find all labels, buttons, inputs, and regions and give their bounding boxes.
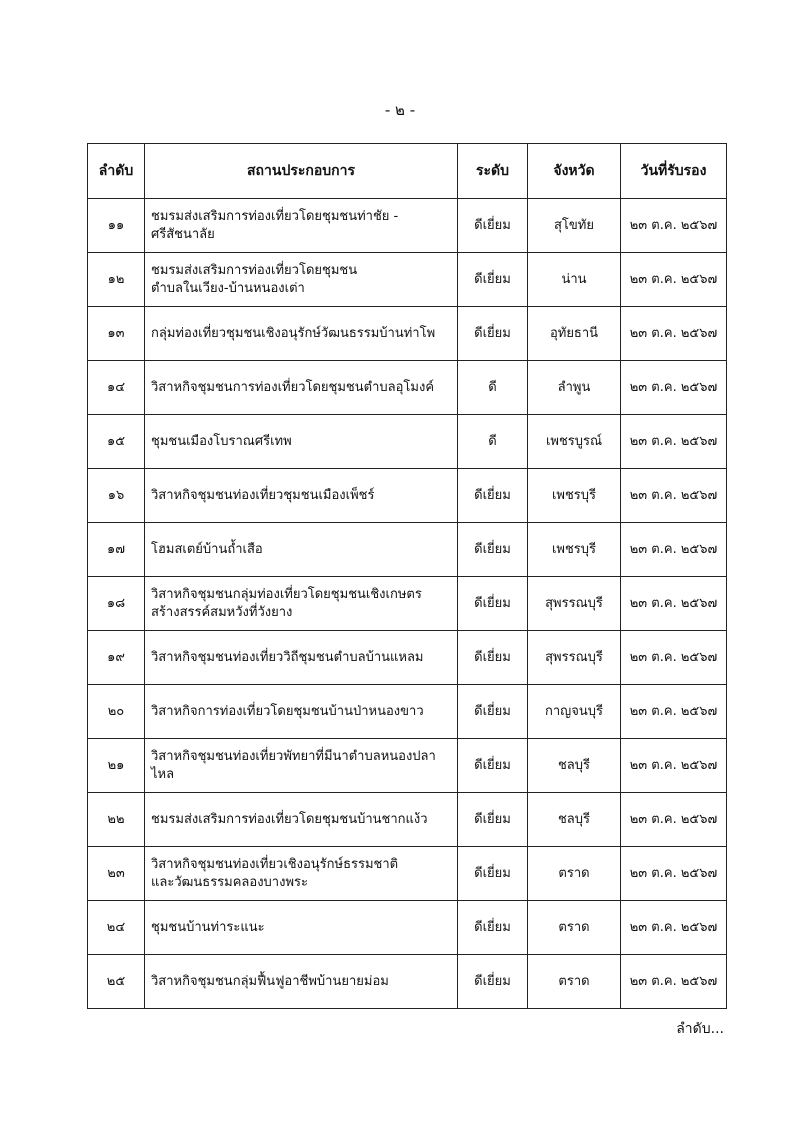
cell-name-line: สร้างสรรค์สมหวังที่วังยาง	[151, 604, 293, 620]
cell-province: สุพรรณบุรี	[528, 631, 621, 685]
cell-province: ชลบุรี	[528, 793, 621, 847]
cell-name	[145, 307, 458, 361]
cell-name-line: ชมรมส่งเสริมการท่องเที่ยวโดยชุมชนท่าชัย - ศรีสัชนาลัย	[151, 208, 399, 242]
page-number: - ๒ -	[384, 101, 416, 119]
cell-level: ดีเยี่ยม	[458, 685, 528, 739]
table-row	[88, 253, 727, 307]
table-header-row	[88, 144, 727, 199]
cell-level: ดีเยี่ยม	[458, 307, 528, 361]
cell-province: ลำพูน	[528, 361, 621, 415]
cell-level: ดีเยี่ยม	[458, 631, 528, 685]
cell-name-line: วิสาหกิจชุมชนท่องเที่ยวชุมชนเมืองเพ็ชร์	[151, 487, 375, 503]
cell-level: ดีเยี่ยม	[458, 793, 528, 847]
cell-seq: ๑๖	[88, 469, 145, 523]
cell-seq: ๑๙	[88, 631, 145, 685]
table-row	[88, 793, 727, 847]
cell-name-line: ชมรมส่งเสริมการท่องเที่ยวโดยชุมชนบ้านชากแง้ว	[151, 811, 428, 827]
cell-province: เพชรบุรี	[528, 523, 621, 577]
cell-name	[145, 631, 458, 685]
table-row	[88, 739, 727, 793]
cell-seq: ๒๑	[88, 739, 145, 793]
cell-date: ๒๓ ต.ค. ๒๕๖๗	[621, 685, 727, 739]
cell-name-line: กลุ่มท่องเที่ยวชุมชนเชิงอนุรักษ์วัฒนธรรมบ้านท่าโพ	[151, 325, 436, 341]
table-row	[88, 307, 727, 361]
cell-level: ดีเยี่ยม	[458, 523, 528, 577]
table-row	[88, 199, 727, 253]
cell-name	[145, 577, 458, 631]
table-row	[88, 523, 727, 577]
cell-name-line: ตำบลในเวียง-บ้านหนองเต่า	[151, 280, 305, 296]
certified-establishments-table	[87, 143, 727, 1009]
cell-level: ดีเยี่ยม	[458, 739, 528, 793]
cell-name	[145, 739, 458, 793]
cell-name	[145, 847, 458, 901]
header-level: ระดับ	[458, 144, 528, 199]
cell-level: ดีเยี่ยม	[458, 253, 528, 307]
cell-province: ตราด	[528, 955, 621, 1009]
cell-level: ดี	[458, 415, 528, 469]
cell-name-line: วิสาหกิจการท่องเที่ยวโดยชุมชนบ้านป่าหนองขาว	[151, 703, 424, 719]
header-date: วันที่รับรอง	[621, 144, 727, 199]
cell-province: เพชรบุรี	[528, 469, 621, 523]
table-row	[88, 901, 727, 955]
cell-name-line: วิสาหกิจชุมชนท่องเที่ยวพัทยาที่มีนาตำบลหนองปลาไหล	[151, 748, 436, 782]
cell-name	[145, 199, 458, 253]
table-row	[88, 631, 727, 685]
cell-name-line: และวัฒนธรรมคลองบางพระ	[151, 874, 308, 890]
cell-date: ๒๓ ต.ค. ๒๕๖๗	[621, 415, 727, 469]
cell-name	[145, 955, 458, 1009]
cell-name-line: วิสาหกิจชุมชนท่องเที่ยววิถีชุมชนตำบลบ้านแหลม	[151, 649, 424, 665]
table-row	[88, 955, 727, 1009]
table-row	[88, 847, 727, 901]
cell-level: ดีเยี่ยม	[458, 955, 528, 1009]
cell-province: น่าน	[528, 253, 621, 307]
cell-name	[145, 415, 458, 469]
cell-province: ชลบุรี	[528, 739, 621, 793]
cell-seq: ๑๗	[88, 523, 145, 577]
cell-name	[145, 253, 458, 307]
header-province: จังหวัด	[528, 144, 621, 199]
cell-name-line: ชมรมส่งเสริมการท่องเที่ยวโดยชุมชน	[151, 262, 358, 278]
cell-name	[145, 685, 458, 739]
cell-date: ๒๓ ต.ค. ๒๕๖๗	[621, 739, 727, 793]
cell-seq: ๑๕	[88, 415, 145, 469]
cell-level: ดี	[458, 361, 528, 415]
cell-seq: ๑๘	[88, 577, 145, 631]
table-row	[88, 361, 727, 415]
cell-date: ๒๓ ต.ค. ๒๕๖๗	[621, 793, 727, 847]
cell-seq: ๑๓	[88, 307, 145, 361]
cell-level: ดีเยี่ยม	[458, 199, 528, 253]
cell-seq: ๑๒	[88, 253, 145, 307]
cell-name-line: วิสาหกิจชุมชนกลุ่มท่องเที่ยวโดยชุมชนเชิงเกษตร	[151, 586, 422, 602]
cell-seq: ๒๓	[88, 847, 145, 901]
cell-seq: ๒๔	[88, 901, 145, 955]
cell-province: สุพรรณบุรี	[528, 577, 621, 631]
header-name: สถานประกอบการ	[145, 144, 458, 199]
cell-name-line: วิสาหกิจชุมชนกลุ่มฟื้นฟูอาชีพบ้านยายม่อม	[151, 973, 389, 989]
cell-name-line: วิสาหกิจชุมชนท่องเที่ยวเชิงอนุรักษ์ธรรมชาติ	[151, 856, 399, 872]
cell-level: ดีเยี่ยม	[458, 847, 528, 901]
header-seq: ลำดับ	[88, 144, 145, 199]
continued-label: ลำดับ...	[676, 1021, 724, 1037]
cell-province: เพชรบูรณ์	[528, 415, 621, 469]
cell-seq: ๑๑	[88, 199, 145, 253]
table-row	[88, 469, 727, 523]
cell-date: ๒๓ ต.ค. ๒๕๖๗	[621, 955, 727, 1009]
cell-date: ๒๓ ต.ค. ๒๕๖๗	[621, 307, 727, 361]
cell-name-line: ชุมชนบ้านท่าระแนะ	[151, 919, 265, 935]
cell-date: ๒๓ ต.ค. ๒๕๖๗	[621, 361, 727, 415]
table-body	[88, 199, 727, 1009]
cell-seq: ๒๐	[88, 685, 145, 739]
cell-date: ๒๓ ต.ค. ๒๕๖๗	[621, 631, 727, 685]
cell-level: ดีเยี่ยม	[458, 577, 528, 631]
cell-date: ๒๓ ต.ค. ๒๕๖๗	[621, 847, 727, 901]
cell-name	[145, 361, 458, 415]
cell-name-line: ชุมชนเมืองโบราณศรีเทพ	[151, 433, 292, 449]
cell-name-line: วิสาหกิจชุมชนการท่องเที่ยวโดยชุมชนตำบลอุโมงค์	[151, 379, 435, 395]
cell-province: ตราด	[528, 901, 621, 955]
cell-date: ๒๓ ต.ค. ๒๕๖๗	[621, 469, 727, 523]
cell-province: ตราด	[528, 847, 621, 901]
cell-name	[145, 793, 458, 847]
cell-name	[145, 901, 458, 955]
cell-seq: ๒๕	[88, 955, 145, 1009]
cell-seq: ๒๒	[88, 793, 145, 847]
cell-date: ๒๓ ต.ค. ๒๕๖๗	[621, 901, 727, 955]
table-row	[88, 415, 727, 469]
table-row	[88, 685, 727, 739]
cell-seq: ๑๔	[88, 361, 145, 415]
cell-province: กาญจนบุรี	[528, 685, 621, 739]
cell-date: ๒๓ ต.ค. ๒๕๖๗	[621, 523, 727, 577]
cell-level: ดีเยี่ยม	[458, 901, 528, 955]
cell-name	[145, 523, 458, 577]
cell-date: ๒๓ ต.ค. ๒๕๖๗	[621, 577, 727, 631]
cell-date: ๒๓ ต.ค. ๒๕๖๗	[621, 253, 727, 307]
cell-level: ดีเยี่ยม	[458, 469, 528, 523]
cell-province: อุทัยธานี	[528, 307, 621, 361]
cell-date: ๒๓ ต.ค. ๒๕๖๗	[621, 199, 727, 253]
cell-name-line: โฮมสเตย์บ้านถ้ำเสือ	[151, 541, 263, 557]
table-row	[88, 577, 727, 631]
cell-name	[145, 469, 458, 523]
cell-province: สุโขทัย	[528, 199, 621, 253]
